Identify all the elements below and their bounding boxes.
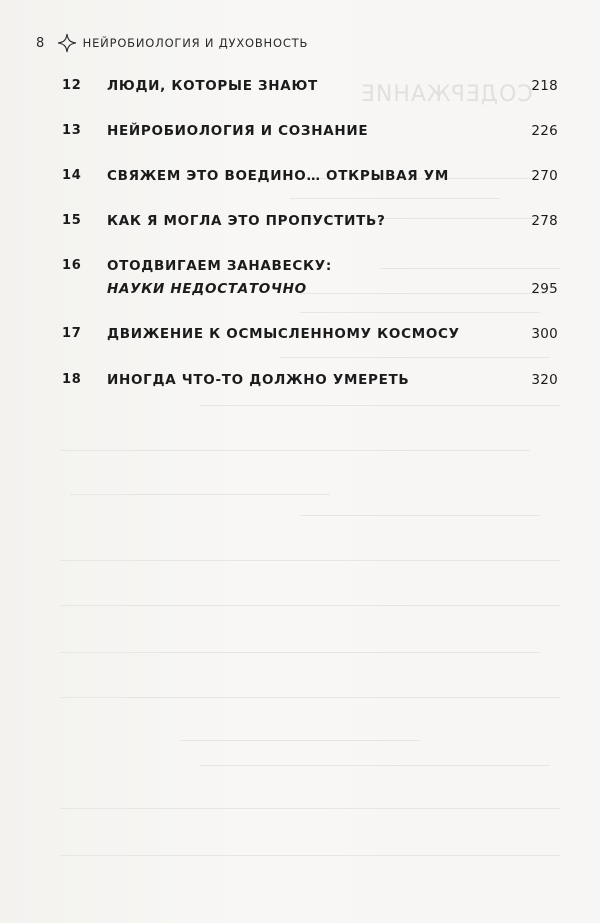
bleed-through-line (300, 515, 540, 516)
bleed-through-line (60, 450, 530, 451)
bleed-through-line (200, 765, 550, 766)
bleed-through-line (200, 405, 560, 406)
bleed-through-line (380, 268, 560, 269)
page-header (36, 33, 308, 53)
chapter-title: НЕЙРОБИОЛОГИЯ И СОЗНАНИЕ (107, 123, 369, 139)
bleed-through-line (60, 855, 560, 856)
chapter-number: 12 (62, 78, 82, 93)
chapter-title: СВЯЖЕМ ЭТО ВОЕДИНО… ОТКРЫВАЯ УМ (107, 168, 450, 184)
chapter-title: ЛЮДИ, КОТОРЫЕ ЗНАЮТ (107, 78, 318, 94)
chapter-number: 14 (62, 168, 82, 183)
running-head: НЕЙРОБИОЛОГИЯ И ДУХОВНОСТЬ (82, 36, 309, 50)
chapter-number: 15 (62, 213, 82, 228)
chapter-subtitle: НАУКИ НЕДОСТАТОЧНО (107, 281, 307, 297)
chapter-number: 17 (62, 326, 82, 341)
bleed-through-line (60, 605, 560, 606)
bleed-through-line (280, 357, 550, 358)
chapter-number: 13 (62, 123, 82, 138)
bleed-through-line (60, 560, 560, 561)
bleed-through-line (60, 697, 560, 698)
page-number: 8 (36, 35, 45, 51)
bleed-through-line (300, 312, 540, 313)
four-point-star-icon (57, 33, 77, 53)
bleed-through-line (290, 198, 500, 199)
chapter-number: 16 (62, 258, 82, 273)
bleed-through-line (180, 740, 420, 741)
chapter-title: ИНОГДА ЧТО-ТО ДОЛЖНО УМЕРЕТЬ (107, 372, 410, 388)
chapter-page: 295 (531, 281, 558, 297)
chapter-page: 320 (531, 372, 558, 388)
bleed-through-line (60, 808, 560, 809)
bleed-through-line (300, 293, 550, 294)
chapter-number: 18 (62, 372, 82, 387)
chapter-page: 300 (531, 326, 558, 342)
chapter-title: ОТОДВИГАЕМ ЗАНАВЕСКУ: (107, 258, 332, 274)
bleed-through-line (70, 494, 330, 495)
chapter-title: ДВИЖЕНИЕ К ОСМЫСЛЕННОМУ КОСМОСУ (107, 326, 460, 342)
bleed-through-line (60, 652, 540, 653)
chapter-page: 226 (531, 123, 558, 139)
chapter-page: 270 (531, 168, 558, 184)
chapter-page: 278 (531, 213, 558, 229)
bleed-through-title: СОДЕРЖАНИЕ (360, 82, 533, 107)
chapter-page: 218 (531, 78, 558, 94)
chapter-title: КАК Я МОГЛА ЭТО ПРОПУСТИТЬ? (107, 213, 386, 229)
